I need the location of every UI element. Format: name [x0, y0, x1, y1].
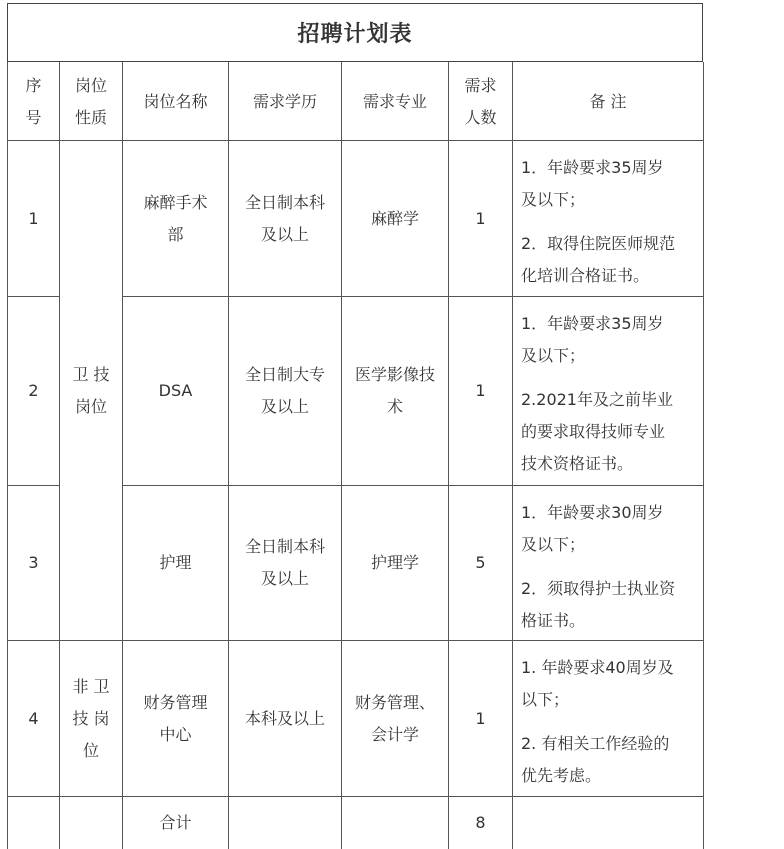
header-education: 需求学历 [252, 91, 317, 111]
header-remarks: 备 注 [589, 91, 627, 111]
header-major: 需求专业 [362, 91, 427, 111]
row-2-remarks: 1．年龄要求35周岁 及以下； 2.2021年及之前毕业 的要求取得技师专业 技术资格证书。 [521, 314, 673, 473]
row-4-count: 1 [475, 708, 486, 728]
row-4-major: 财务管理、 会计学 [354, 692, 435, 744]
row-2-major: 医学影像技 术 [354, 365, 435, 416]
row-2-education: 全日制大专 及以上 [244, 365, 325, 416]
row-4-education: 本科及以上 [244, 708, 325, 728]
row-3-count: 5 [475, 553, 486, 572]
header-seq: 序 号 [25, 75, 42, 127]
row-1-major: 麻醉学 [370, 208, 419, 228]
row-2-seq: 2 [28, 381, 39, 400]
row-2-name: DSA [158, 381, 193, 400]
row-4-seq: 4 [28, 708, 39, 728]
total-count: 8 [475, 813, 486, 832]
position-nature-health-tech: 卫 技 岗位 [72, 364, 110, 416]
row-3-name: 护理 [159, 553, 192, 572]
row-1-seq: 1 [28, 208, 39, 228]
row-1-remarks: 1．年龄要求35周岁 及以下； 2．取得住院医师规范 化培训合格证书。 [521, 158, 676, 285]
row-1-count: 1 [475, 208, 486, 228]
header-position-name: 岗位名称 [143, 91, 208, 111]
table-title: 招聘计划表 [7, 3, 703, 62]
row-3-education: 全日制本科 及以上 [244, 537, 325, 588]
row-3-seq: 3 [28, 553, 39, 572]
total-label: 合计 [159, 813, 192, 832]
header-count: 需求 人数 [464, 75, 497, 127]
row-4-remarks: 1. 年龄要求40周岁及 以下； 2. 有相关工作经验的 优先考虑。 [521, 658, 674, 785]
row-3-major: 护理学 [370, 553, 419, 572]
row-3-remarks: 1．年龄要求30周岁 及以下； 2．须取得护士执业资 格证书。 [521, 503, 676, 630]
position-nature-non-health-tech: 非 卫 技 岗 位 [72, 676, 110, 760]
row-1-education: 全日制本科 及以上 [244, 192, 325, 244]
row-1-name: 麻醉手术 部 [143, 192, 208, 244]
header-position-nature: 岗位 性质 [74, 75, 107, 127]
row-2-count: 1 [475, 381, 486, 400]
row-4-name: 财务管理 中心 [143, 692, 208, 744]
